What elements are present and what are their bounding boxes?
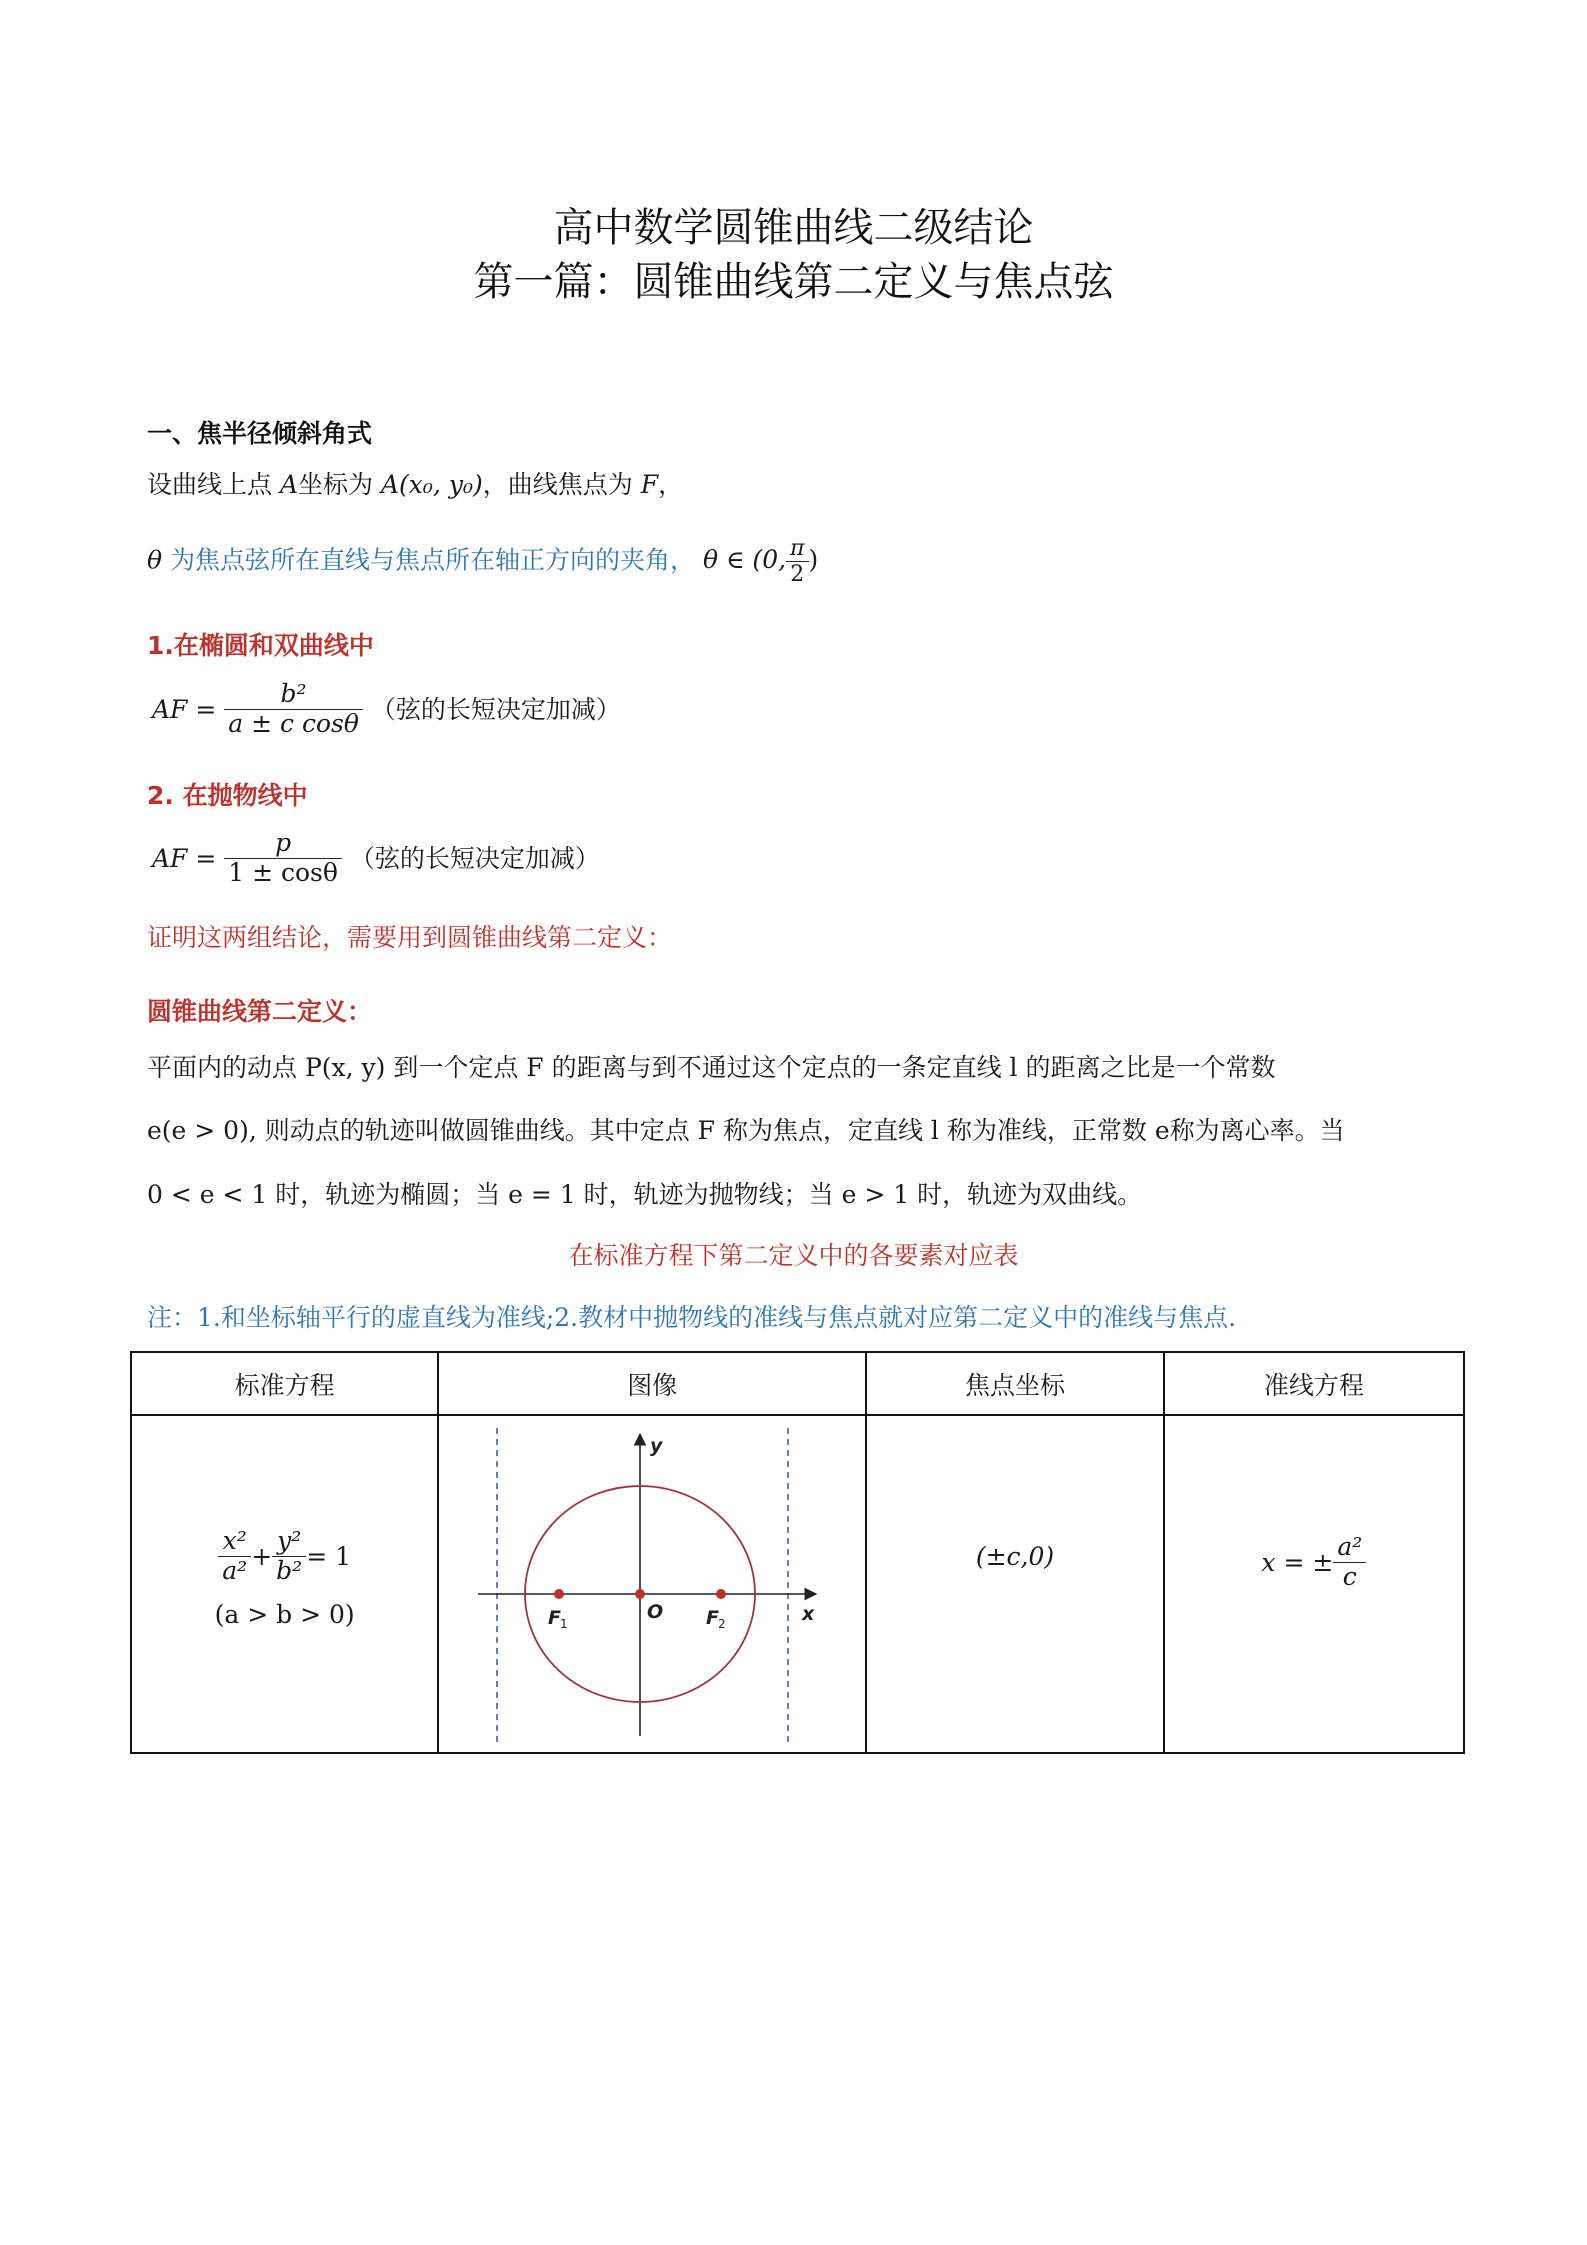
definition-line-2: e(e > 0), 则动点的轨迹叫做圆锥曲线。其中定点 F 称为焦点，定直线 l 称为准线，正常数 e称为离心率。当 (147, 1116, 1345, 1145)
eq-y-fraction (272, 1527, 306, 1586)
eq-condition: (a > b > 0) (214, 1599, 355, 1629)
label-origin: O (647, 1601, 664, 1623)
table-caption: 在标准方程下第二定义中的各要素对应表 (568, 1241, 1019, 1270)
eq-x-num: x² (218, 1527, 251, 1557)
directrix-lhs: x = ± (1261, 1547, 1334, 1577)
header-graph: 图像 (438, 1352, 866, 1415)
section-heading: 一、焦半径倾斜角式 (147, 419, 373, 448)
note-line: 注：1.和坐标轴平行的虚直线为准线;2.教材中抛物线的准线与焦点就对应第二定义中的准线与焦点. (147, 1303, 1237, 1332)
directrix-fraction (1333, 1533, 1366, 1592)
theta-text: 为焦点弦所在直线与焦点所在轴正方向的夹角， (170, 545, 696, 575)
formula-parabola-num: p (224, 829, 342, 859)
intro-text-a: 设曲线上点 (147, 470, 273, 499)
label-f2: F (706, 1607, 720, 1629)
theta-range-fraction (786, 536, 808, 588)
header-standard-equation: 标准方程 (131, 1352, 438, 1415)
intro-text-c: ，曲线焦点为 (482, 470, 633, 499)
formula-parabola (152, 829, 600, 888)
intro-point-a: A (279, 470, 299, 499)
focus-f1-point (554, 1589, 564, 1599)
eq-y-den: b² (276, 1556, 303, 1585)
eq-plus: + (251, 1542, 273, 1571)
table-row (131, 1415, 1464, 1753)
eq-x-fraction (218, 1527, 251, 1586)
page-subtitle: 第一篇：圆锥曲线第二定义与焦点弦 (473, 259, 1114, 305)
label-f2-sub: 2 (718, 1617, 726, 1631)
label-x: x (802, 1603, 815, 1625)
cell-focus-coordinates (866, 1415, 1163, 1753)
table-header-row (131, 1352, 1464, 1415)
eq-rhs: = 1 (306, 1542, 351, 1571)
definition-heading: 圆锥曲线第二定义： (147, 997, 373, 1026)
formula-ellipse-lhs: AF = (152, 694, 217, 724)
focus-coordinates: (±c,0) (975, 1541, 1055, 1571)
formula-parabola-lhs: AF = (152, 843, 217, 873)
theta-line (147, 536, 818, 588)
intro-focus: F (640, 470, 659, 499)
definition-line-1: 平面内的动点 P(x, y) 到一个定点 F 的距离与到不通过这个定点的一条定直线 l 的距离之比是一个常数 (147, 1053, 1276, 1082)
intro-coord: A(x₀, y₀) (381, 470, 483, 499)
eq-y-num: y² (272, 1527, 306, 1557)
intro-text-d: ， (658, 470, 684, 499)
ellipse-figure (440, 1416, 864, 1752)
directrix-equation (1261, 1533, 1366, 1592)
theta-range-prefix: θ ∈ (0, (702, 545, 787, 575)
theta-range-num: π (786, 536, 808, 562)
directrix-den: c (1342, 1561, 1357, 1591)
theta-range-suffix: ) (808, 545, 819, 575)
page-title: 高中数学圆锥曲线二级结论 (553, 205, 1034, 251)
header-focus-coordinates: 焦点坐标 (866, 1352, 1163, 1415)
theta-range-den: 2 (790, 562, 805, 588)
label-f1: F (548, 1607, 562, 1629)
focus-f2-point (716, 1589, 726, 1599)
formula-ellipse-note: （弦的长短决定加减） (370, 694, 621, 724)
directrix-num: a² (1333, 1533, 1366, 1563)
cell-graph (438, 1415, 866, 1753)
intro-text-b: 坐标为 (298, 470, 374, 499)
formula-parabola-fraction (224, 829, 342, 888)
label-y: y (650, 1435, 663, 1457)
theta-range (702, 536, 819, 588)
formula-ellipse-den: a ± c cosθ (228, 708, 359, 738)
label-f1-sub: 1 (560, 1617, 568, 1631)
intro-line (147, 472, 683, 497)
eq-x-den: a² (222, 1556, 248, 1585)
definition-line-3: 0 < e < 1 时，轨迹为椭圆；当 e = 1 时，轨迹为抛物线；当 e > 1 时，轨迹为双曲线。 (147, 1180, 1143, 1209)
elements-table (130, 1351, 1465, 1754)
formula-ellipse-fraction (224, 680, 363, 739)
cell-directrix-equation (1164, 1415, 1464, 1753)
subheading-ellipse-hyperbola: 1.在椭圆和双曲线中 (147, 631, 374, 660)
formula-ellipse (152, 680, 621, 739)
origin-point (635, 1589, 645, 1599)
proof-note: 证明这两组结论，需要用到圆锥曲线第二定义： (147, 923, 673, 952)
subheading-parabola: 2. 在抛物线中 (147, 781, 308, 810)
header-directrix-equation: 准线方程 (1164, 1352, 1464, 1415)
formula-parabola-note: （弦的长短决定加减） (349, 843, 600, 873)
formula-parabola-den: 1 ± cosθ (228, 857, 338, 887)
formula-ellipse-num: b² (224, 680, 363, 710)
theta-symbol: θ (147, 545, 163, 575)
cell-standard-equation (131, 1415, 438, 1753)
